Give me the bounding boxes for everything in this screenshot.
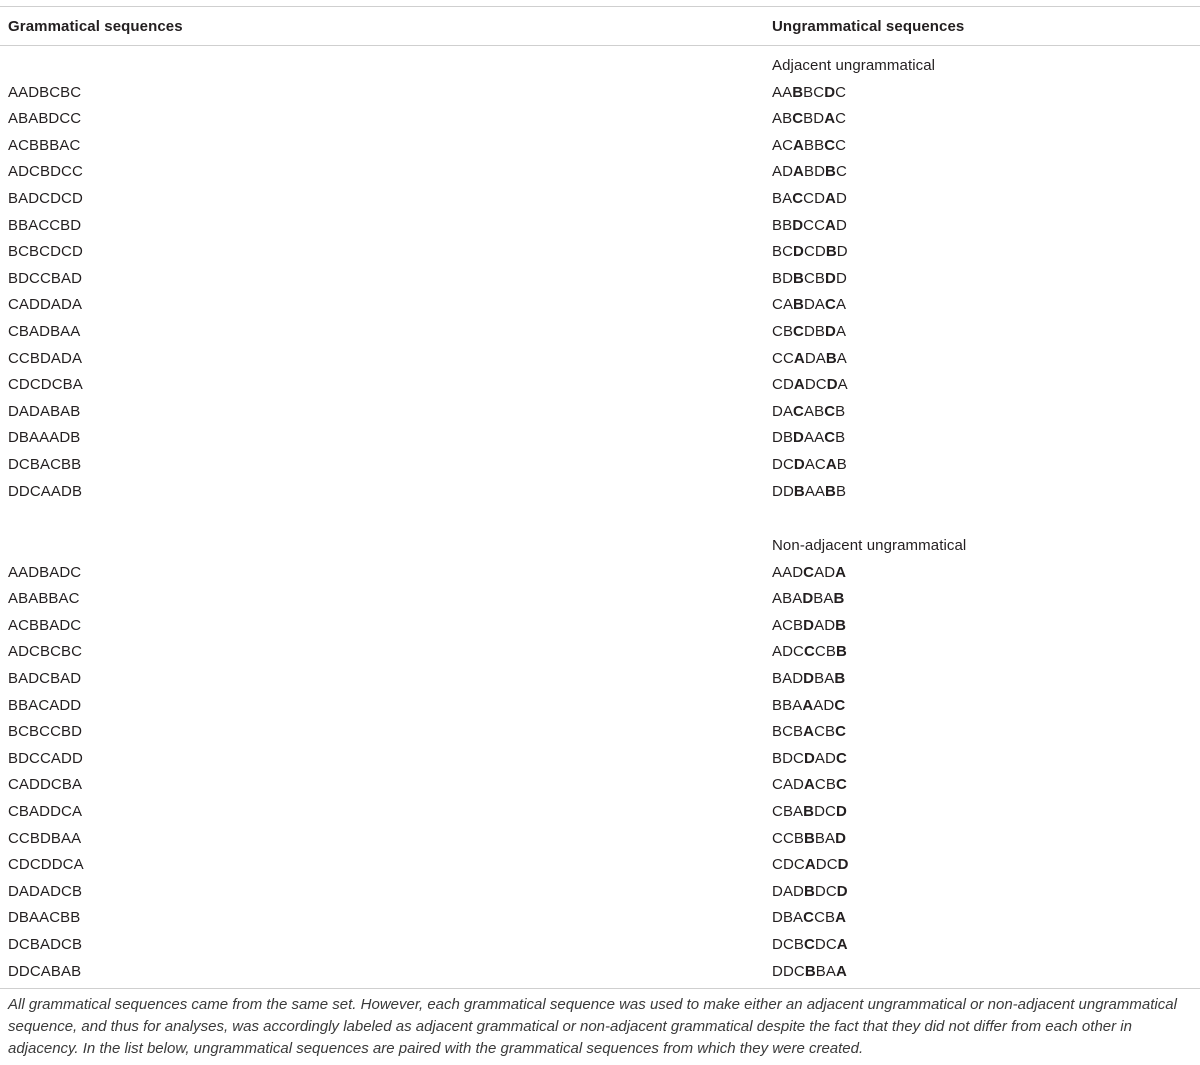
grammatical-sequence: CADDCBA — [8, 776, 83, 794]
grammatical-sequence: BBACADD — [8, 696, 82, 714]
grammatical-sequence: CDCDCBA — [8, 376, 83, 394]
grammatical-column-header: Grammatical sequences — [8, 18, 183, 35]
grammatical-sequence: DADADCB — [8, 882, 83, 900]
ungrammatical-sequence: ADCCCBB — [772, 643, 847, 661]
bottom-rule — [0, 988, 1200, 989]
ungrammatical-sequence: BBAAADC — [772, 696, 846, 714]
ungrammatical-sequence: BACCDAD — [772, 189, 847, 207]
grammatical-sequence: DADABAB — [8, 402, 81, 420]
ungrammatical-sequence: CDCADCD — [772, 856, 849, 874]
ungrammatical-sequence: CDADCDA — [772, 376, 848, 394]
ungrammatical-sequence: BCDCDBD — [772, 243, 848, 261]
table-footnote: All grammatical sequences came from the same set. However, each grammatical sequence was used to make either an adjacent ungrammatical or non-adjacent ungrammatical sequence, and thus for analyses, was accordingly labeled as adjacent grammatical or non-adjacent grammatical despite the fact that they did not differ from each other in adjacency. In the list below, ungrammatical sequences are paired with the grammatical sequences from which they were created. — [8, 996, 1177, 1057]
top-rule — [0, 6, 1200, 7]
grammatical-sequence: BCBCCBD — [8, 723, 83, 741]
ungrammatical-sequence: ACABBCC — [772, 136, 847, 154]
ungrammatical-sequence: DCDACAB — [772, 455, 847, 473]
grammatical-sequence: CCBDADA — [8, 349, 83, 367]
ungrammatical-sequence: CCBBBAD — [772, 829, 847, 847]
grammatical-sequence: DDCAADB — [8, 482, 83, 500]
grammatical-sequence: CDCDDCA — [8, 856, 84, 874]
grammatical-sequence: BCBCDCD — [8, 243, 83, 261]
grammatical-sequence: ABABDCC — [8, 110, 82, 128]
ungrammatical-sequence: BDCDADC — [772, 749, 847, 767]
ungrammatical-sequence: CBCDBDA — [772, 322, 847, 340]
ungrammatical-sequence: DBDAACB — [772, 429, 846, 447]
grammatical-sequence: ADCBDCC — [8, 163, 83, 181]
grammatical-sequence: DCBACBB — [8, 455, 82, 473]
ungrammatical-sequence: AABBCDC — [772, 83, 847, 101]
ungrammatical-column-header: Ungrammatical sequences — [772, 18, 965, 35]
section-label: Non-adjacent ungrammatical — [772, 537, 967, 554]
ungrammatical-sequence: DDBAABB — [772, 482, 847, 500]
ungrammatical-sequence: DDCBBAA — [772, 962, 847, 980]
grammatical-sequence: DBAAADB — [8, 429, 81, 447]
ungrammatical-sequence: ACBDADB — [772, 616, 847, 634]
ungrammatical-sequence: BDBCBDD — [772, 269, 847, 287]
grammatical-sequence: BDCCADD — [8, 749, 83, 767]
grammatical-sequence: ABABBAC — [8, 590, 80, 608]
grammatical-sequence: ADCBCBC — [8, 643, 83, 661]
grammatical-sequence: CCBDBAA — [8, 829, 82, 847]
grammatical-sequence: CBADBAA — [8, 322, 81, 340]
ungrammatical-sequence: BBDCCAD — [772, 216, 847, 234]
ungrammatical-sequence: AADCADA — [772, 563, 847, 581]
ungrammatical-sequence: CADACBC — [772, 776, 847, 794]
grammatical-sequence: ACBBADC — [8, 616, 82, 634]
ungrammatical-sequence: DCBCDCA — [772, 935, 848, 953]
ungrammatical-sequence: CBABDCD — [772, 802, 847, 820]
grammatical-sequence: DCBADCB — [8, 935, 83, 953]
ungrammatical-sequence: BADDBAB — [772, 669, 846, 687]
grammatical-sequence: BDCCBAD — [8, 269, 83, 287]
grammatical-sequence: DBAACBB — [8, 909, 81, 927]
grammatical-sequence: BADCDCD — [8, 189, 83, 207]
ungrammatical-sequence: ABCBDAC — [772, 110, 847, 128]
ungrammatical-sequence: CABDACA — [772, 296, 847, 314]
grammatical-sequence: ACBBBAC — [8, 136, 81, 154]
ungrammatical-sequence: ABADBAB — [772, 590, 845, 608]
grammatical-sequence: DDCABAB — [8, 962, 82, 980]
ungrammatical-sequence: ADABDBC — [772, 163, 847, 181]
grammatical-sequence: BBACCBD — [8, 216, 82, 234]
ungrammatical-sequence: DBACCBA — [772, 909, 847, 927]
section-label: Adjacent ungrammatical — [772, 57, 936, 74]
grammatical-sequence: AADBCBC — [8, 83, 82, 101]
ungrammatical-sequence: BCBACBC — [772, 723, 847, 741]
grammatical-sequence: CADDADA — [8, 296, 83, 314]
grammatical-sequence: BADCBAD — [8, 669, 82, 687]
grammatical-sequence: AADBADC — [8, 563, 82, 581]
ungrammatical-sequence: DADBDCD — [772, 882, 848, 900]
ungrammatical-sequence: DACABCB — [772, 402, 846, 420]
header-rule — [0, 45, 1200, 46]
grammatical-sequence: CBADDCA — [8, 802, 83, 820]
ungrammatical-sequence: CCADABA — [772, 349, 847, 367]
